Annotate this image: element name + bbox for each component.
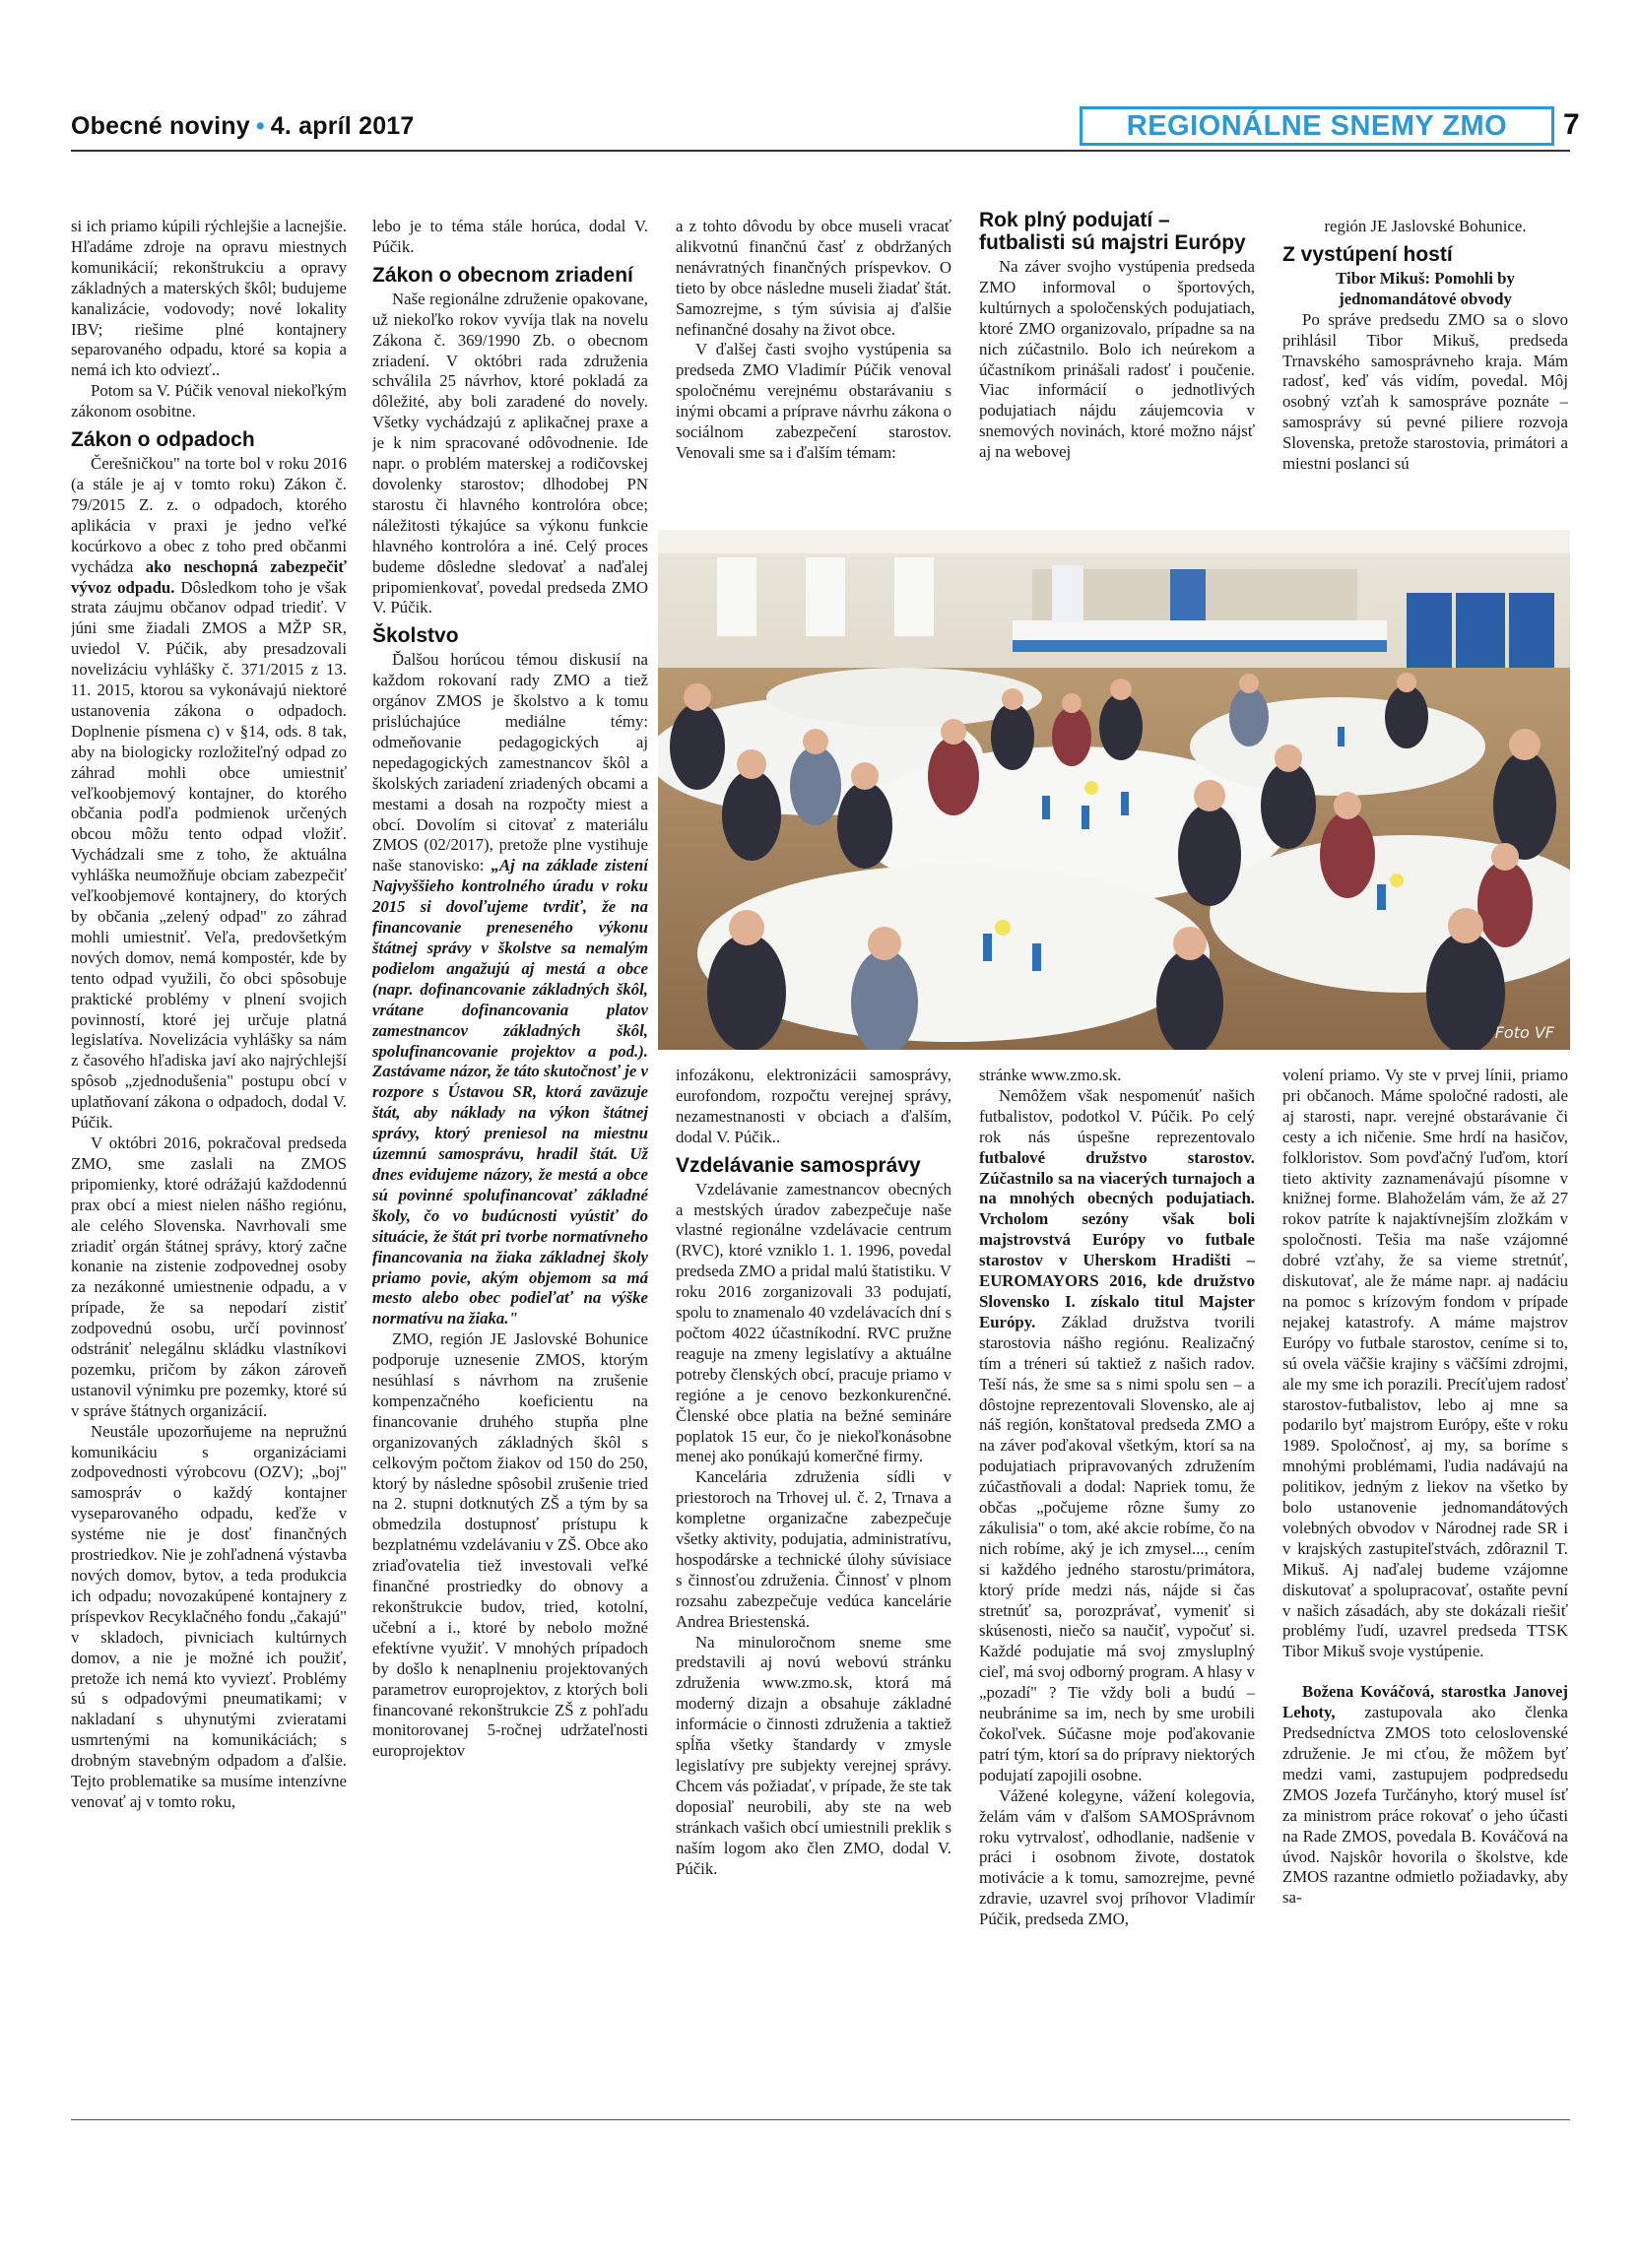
paragraph: Nemôžem však nespomenúť našich futbalistov, podotkol V. Púčik. Po celý rok nás úspešne reprezentovalo futbalové družstvo starostov. Zúčastnilo sa na viacerých turnajoch a na mnohých obecných podujatiach. Vrcholom sezóny však boli majstrovstvá Európy vo futbale starostov v Uherskom Hradišti – EUROMAYORS 2016, kde družstvo Slovensko I. získalo titul Majster Európy. Základ družstva tvorili starostovia nášho regiónu. Realizačný tím a tréneri sú taktiež z našich radov. Teší nás, že sme sa s nimi spolu sen – a dôstojne reprezentovali Slovensko, ale aj náš región, konštatoval predseda ZMO a na záver poďakoval všetkým, ktorí sa na podujatiach pripravovaných združením zúčastňovali a dodal: Napriek tomu, že občas „počujeme rôzne šumy zo zákulisia" o tom, aké akcie robíme, čo na nich robíme, aký je ich zmysel..., cením si každého jedného starostu/primátora, ktorý príde medzi nás, nájde si čas stretnúť sa, porozprávať, vymeniť si skúsenosti, niečo sa naučiť, vypočuť si. Každé podujatie má svoj zmysluplný cieľ, má svoj odborný program. A hlasy v „pozadí" ? Tie vždy boli a budú – neubránime sa im, nech by sme urobili čokoľvek. Súčasne moje poďakovanie patrí tým, ktorí sa do prípravy niektorých podujatí zapojili osobne. [979,1085,1255,1784]
subheading-hostia: Z vystúpení hostí [1282,242,1453,266]
paragraph: stránke www.zmo.sk. [979,1066,1122,1084]
paragraph: lebo je to téma stále horúca, dodal V. Púčik. [372,217,648,256]
page-header [71,106,1580,150]
event-photo [658,530,1570,1050]
column-5-top [1282,217,1568,522]
paragraph: Božena Kováčová, starostka Janovej Lehoty, zastupovala ako členka Predsedníctva ZMOS toto celoslovenské združenie. Je mi cťou, že môžem byť medzi vami, zastupujem podpredsedu ZMOS Jozefa Turčányho, ktorý musel ísť za ministrom práce rokovať o jeho účasti na Rade ZMOS, povedala B. Kováčová na úvod. Najskôr hovorila o školstve, kde ZMOS razantne odmietlo požiadavky, aby sa- [1282,1682,1568,1908]
column-2 [372,217,648,2117]
subheading-odpady: Zákon o odpadoch [71,428,255,452]
conference-hall-photo [658,530,1570,1050]
paragraph: V októbri 2016, pokračoval predseda ZMO, sme zaslali na ZMOS pripomienky, ktoré odrážajú každodennú prax obcí a miest nielen nášho regiónu, ale celého Slovenska. Navrhovali sme zriadiť orgán štátnej správy, ktorý začne konanie na zistenie zodpovednej osoby za nezákonné umiestnenie odpadu, a v prípade, že sa nepodarí zistiť zodpovednú osobu, určí povinnosť odstrániť nelegálnu skládku vlastníkovi pozemku, pričom by zákon zároveň ustanovil výnimku pre pozemky, ktoré sú v správe štátnych organizácií. [71,1133,347,1420]
paragraph: si ich priamo kúpili rýchlejšie a lacnejšie. Hľadáme zdroje na opravu miestnych komunikácií; rekonštrukciu a opravy základných a materských škôl; budujeme kanalizácie, vodovody; nové lokality IBV; riešime plné kontajnery separovaného odpadu, ktoré sa kopia a nemá ich kto odviezť.. [71,217,347,380]
column-4-top [979,209,1255,522]
masthead [71,112,415,141]
subheading-zriadenie: Zákon o obecnom zriadení [372,263,633,287]
quote-emphasis: „Aj na základe zistení Najvyššieho kontrolného úradu v roku 2015 si dovoľujeme tvrdiť, že na financovanie preneseného výkonu štátnej správy v školstve sa nemalým podielom angažujú aj mestá a obce (napr. dofinancovanie základných škôl, vrátane dofinancovania platov zamestnancov základných škôl, spolufinancovanie projektov a pod.). Zastávame názor, že táto skutočnosť je v rozpore s Ústavou SR, ktorá zaväzuje štát, aby náklady na výkon štátnej správy, ktorý preniesol na miestnu územnú samosprávu, hradil štát. Už dnes evidujeme názory, že mestá a obce sú povinné spolufinancovať základné školy, čo vo budúcnosti vyústiť do situácie, že štát pri tvorbe normatívneho financovania na žiaka základnej školy priamo povie, akým objemom sa má mesto alebo obec podieľať na výške normatívu na žiaka." [372,856,648,1328]
paragraph: V ďalšej časti svojho vystúpenia sa predseda ZMO Vladimír Púčik venoval spoločnému verejnému obstarávaniu s inými obcami a príprave návrhu zákona o sociálnom zabezpečení starostov. Venovali sme sa i ďalším témam: [676,340,951,462]
publication-name: Obecné noviny [71,112,250,140]
subheading-rok: Rok plný podujatí – futbalisti sú majstri Európy [979,209,1246,254]
footer-rule [71,2119,1570,2120]
paragraph: a z tohto dôvodu by obce museli vracať alikvotnú finančnú časť z obdržaných nenávratných finančných príspevkov. O tieto by obce následne museli žiadať štát. Samozrejme, s tým súvisia aj ďalšie nefinančné dosahy na život obce. [676,217,951,339]
spacer [1282,1662,1568,1682]
paragraph: Neustále upozorňujeme na nepružnú komunikáciu s organizáciami zodpovednosti výrobcovu (OZV); „boj" samospráv o každý kontajner vyseparovaného odpadu, keďže v systéme nie je dosť finančných prostriedkov. Nie je zohľadnená výstavba nových domov, bytov, a teda produkcia ich odpadu; novozakúpené kontajnery z príspevkov Recyklačného fondu „čakajú" v skladoch, pivniciach kultúrnych domov, a nie je možné ich použiť, pretože ich nemá kto vyviezť. Problémy sú s odpadovými pneumatikami; v nakladaní s uhynutými zvieratami usmrtenými na komunikáciách; s drobným stavebným odpadom a ďalšie. Tejto problematike sa musíme intenzívne venovať aj v tomto roku, [71,1421,347,1811]
photo-credit: Foto VF [1494,1023,1554,1042]
bold-emphasis: futbalové družstvo starostov. Zúčastnilo sa na viacerých turnajoch a na mnohých obecných podujatiach. Vrcholom sezóny však boli majstrovstvá Európy vo futbale starostov v Uherskom Hradišti – EUROMAYORS 2016, kde družstvo Slovensko I. získalo titul Majster Európy. [979,1147,1255,1331]
header-rule [71,150,1570,152]
paragraph: Potom sa V. Púčik venoval niekoľkým zákonom osobitne. [71,381,347,421]
speaker-subheading: Tibor Mikuš: Pomohli by jednomandátové obvody [1336,268,1515,308]
paragraph: Čerešničkou" na torte bol v roku 2016 (a stále je aj v tomto roku) Zákon č. 79/2015 Z. z. o odpadoch, ktorého aplikácia v praxi je jedno veľké kocúrkovo a obec z toho pred občanmi vychádza ako neschopná zabezpečiť vývoz odpadu. Dôsledkom toho je však strata záujmu občanov odpad triediť. V júni sme žiadali ZMOS a MŽP SR, uviedol V. Púčik, aby presadzovali novelizáciu vyhlášky č. 371/2015 z 13. 11. 2015, ktorou sa vykonávajú niektoré ustanovenia zákona o odpadoch. Doplnenie písmena c) v §14, ods. 8 tak, aby na biologicky rozložiteľný odpad zo záhrad mohli obce umiestniť veľkoobjemový kontajner, do ktorého občania podľa podmienok určených obcou môžu tento odpad vložiť. Vychádzali sme z toho, že aktuálna vyhláška neumožňuje obciam zabezpečiť veľkoobjemové kontajnery, do ktorých by občania „zelený odpad" zo záhrad mohli umiestniť. Veľa, predovšetkým nových domov, nemá kompostér, kde by tento odpad využili, čo obci spôsobuje praktické problémy v plnení svojich povinností, ktoré jej určuje platná legislatíva. Novelizácia vyhlášky sa nám z časového hľadiska javí ako najrýchlejší spôsob „zjednodušenia" postupu obcí v uplatňovaní zákona o odpadoch, dodal V. Púčik. [71,454,347,1133]
separator-dot: • [255,112,265,140]
paragraph: ZMO, región JE Jaslovské Bohunice podporuje uznesenie ZMOS, ktorým nesúhlasí s návrhom na zrušenie kompenzačného koeficientu na financovanie druhého stupňa plne organizovaných základných škôl s celkovým počtom žiakov od 150 do 250, ktorý by následne spôsobil zrušenie tried na 2. stupni dotknutých ZŠ a tým by sa obmedzila dostupnosť prístupu k bezplatnému vzdelávaniu v ZŠ. Obce ako zriaďovatelia tiež investovali veľké finančné prostriedky do obnovy a rekonštrukcie budov, tried, kotolní, učební a i., ktoré by nebolo možné efektívne využiť. V mnohých prípadoch by došlo k nenaplneniu projektovaných parametrov europrojektov, z ktorých boli financované rekonštrukcie ZŠ z pohľadu monitorovanej 5-ročnej udržateľnosti europrojektov [372,1329,648,1761]
column-3-bottom [676,1066,951,2117]
column-4-bottom [979,1066,1255,2117]
issue-date: 4. apríl 2017 [270,112,415,140]
paragraph: Po správe predsedu ZMO sa o slovo prihlásil Tibor Mikuš, predseda Trnavského samosprávneho kraja. Mám radosť, keď vás vidím, povedal. Môj osobný vzťah k samospráve poznáte – samosprávy sú pevné piliere rozvoja Slovenska, pretože starostovia, primátori a miestni poslanci sú [1282,309,1568,474]
paragraph: Vážené kolegyne, vážení kolegovia, želám vám v ďalšom SAMOSprávnom roku vytrvalosť, odhodlanie, nadšenie v práci i osobnom živote, dostatok motivácie a k tomu, samozrejme, pevné zdravie, uzavrel svoj príhovor Vladimír Púčik, predseda ZMO, [979,1785,1255,1929]
paragraph: Na záver svojho vystúpenia predseda ZMO informoval o športových, kultúrnych a spoločenských podujatiach, ktoré ZMO organizovalo, prípadne sa na nich zúčastnilo. Bolo ich neúrekom a účastníkom prinášali radosť i poučenie. Viac informácií o jednotlivých podujatiach nájdu záujemcovia v snemových novinách, ktoré možno nájsť aj na webovej [979,257,1255,462]
paragraph: Kancelária združenia sídli v priestoroch na Trhovej ul. č. 2, Trnava a kompletne organizačne zabezpečuje všetky aktivity, podujatia, administratívu, hospodárske a technické úlohy súvisiace s činnosťou združenia. Činnosť v plnom rozsahu zabezpečuje vedúca kancelárie Andrea Briestenská. [676,1467,951,1631]
paragraph: región JE Jaslovské Bohunice. [1324,217,1527,235]
paragraph: infozákonu, elektronizácii samosprávy, eurofondom, rozpočtu verejnej správy, nezamestnanosti v obciach a ďalším, dodal V. Púčik.. [676,1066,951,1146]
paragraph: Vzdelávanie zamestnancov obecných a mestských úradov zabezpečuje naše vlastné regionálne vzdelávacie centrum (RVC), ktoré vzniklo 1. 1. 1996, povedal predseda ZMO a pridal malú štatistiku. V roku 2016 zorganizovali 33 podujatí, spolu to znamenalo 40 vzdelávacích dní s počtom 4022 účastníkodní. RVC pružne reaguje na zmeny legislatívy a aktuálne potreby členských obcí, pracuje priamo v regióne a je cenovo bezkonkurenčné. Členské obce platia na bežné semináre poplatok 15 eur, čo je niekoľkonásobne menej ako ponúkajú komerčné firmy. [676,1179,951,1466]
paragraph: Na minuloročnom sneme sme predstavili aj novú webovú stránku združenia www.zmo.sk, ktorá má moderný dizajn a obsahuje základné informácie o činnosti združenia a taktiež spĺňa všetky štandardy v zmysle legislatívy pre subjekty verejnej správy. Chcem vás požiadať, v prípade, že ste tak doposiaľ neurobili, aby ste na web stránkach vašich obcí umiestnili preklik s naším logom ako člen ZMO, dodal V. Púčik. [676,1632,951,1878]
column-3-top [676,217,951,522]
column-5-bottom [1282,1066,1568,2117]
subheading-vzdelavanie: Vzdelávanie samosprávy [676,1153,921,1177]
subheading-skolstvo: Školstvo [372,624,459,648]
bold-emphasis: Božena Kováčová, starostka Janovej Lehoty, [1282,1682,1568,1722]
column-1 [71,217,347,2117]
page-number: 7 [1563,108,1580,141]
section-title: REGIONÁLNE SNEMY ZMO [1080,106,1554,146]
paragraph: volení priamo. Vy ste v prvej línii, priamo pri občanoch. Máme spoločné radosti, ale aj starosti, napr. verejné obstarávanie či cesty a ich ničenie. Sme hrdí na hasičov, folkloristov. Som povďačný ľuďom, ktorí tieto aktivity zaznamenávajú písomne v knižnej forme. Blahoželám vám, že až 27 rokov patríte k najaktívnejším zložkám v spoločnosti. Tešia ma naše vzájomné dobré vzťahy, že sa vieme stretnúť, diskutovať, ale že máme napr. aj nadáciu na pomoc s krízovým fondom v prípade nejakej katastrofy. A máme majstrov Európy vo futbale starostov, ceníme si to, sú ovela väčšie krajiny s väčšími zdrojmi, ale my sme ich porazili. Precíťujem radosť starostov-futbalistov, lebo aj mne sa podarilo byť majstrom Európy, ešte v roku 1989. Spoločnosť, aj my, sa boríme s mnohými problémami, ľudia nadávajú na politikov, jedným z liekov na všetko by bolo ustanovenie jednomandátových volebných obvodov v Národnej rade SR i v krajských zastupiteľstvách, zdôraznil T. Mikuš. Aj naďalej budeme vzájomne diskutovať a spolupracovať, ostaňte pevní v našich zásadách, aby ste dokázali riešiť problémy ľudí, uzavrel predseda TTSK Tibor Mikuš svoje vystúpenie. [1282,1066,1568,1661]
paragraph: Ďalšou horúcou témou diskusií na každom rokovaní rady ZMO a tiež orgánov ZMOS je školstvo a k tomu prislúchajúce mediálne témy: odmeňovanie pedagogických aj nepedagogických zamestnancov škôl a školských zariadení zriadených obcami a mestami a dosah na rozpočty miest a obcí. Dovolím si citovať z materiálu ZMOS (02/2017), pretože plne vystihuje naše stanovisko: „Aj na základe zistení Najvyššieho kontrolného úradu v roku 2015 si dovoľujeme tvrdiť, že na financovanie preneseného výkonu štátnej správy v školstve sa nemalým podielom angažujú aj mestá a obce (napr. dofinancovanie základných škôl, vrátane dofinancovania platov zamestnancov základných škôl, spolufinancovanie projektov a pod.). Zastávame názor, že táto skutočnosť je v rozpore s Ústavou SR, ktorá zaväzuje štát, aby náklady na výkon štátnej správy, ktorý preniesol na miestnu územnú samosprávu, hradil štát. Už dnes evidujeme názory, že mestá a obce sú povinné spolufinancovať základné školy, čo vo budúcnosti vyústiť do situácie, že štát pri tvorbe normatívneho financovania na žiaka základnej školy priamo povie, akým objemom sa má mesto alebo obec podieľať na výške normatívu na žiaka." [372,650,648,1328]
bold-emphasis: ako neschopná zabezpečiť vývoz odpadu. [71,556,347,597]
paragraph: Naše regionálne združenie opakovane, už niekoľko rokov vyvíja tlak na novelu Zákona č. 369/1990 Zb. o obecnom zriadení. V októbri rada združenia schválila 25 návrhov, ktoré pokladá za dôležité, aby boli zaradené do novely. Všetky vychádzajú z aplikačnej praxe a je k nim spracované odôvodnenie. Ide napr. o problém materskej a rodičovskej dovolenky starostov; dlhodobej PN starostu či hlavného kontrolóra obce; náležitosti týkajúce sa výkonu funkcie hlavného kontrolóra a iné. Celý proces budeme dôsledne sledovať a naďalej pripomienkovať, povedal predseda ZMO V. Púčik. [372,289,648,617]
